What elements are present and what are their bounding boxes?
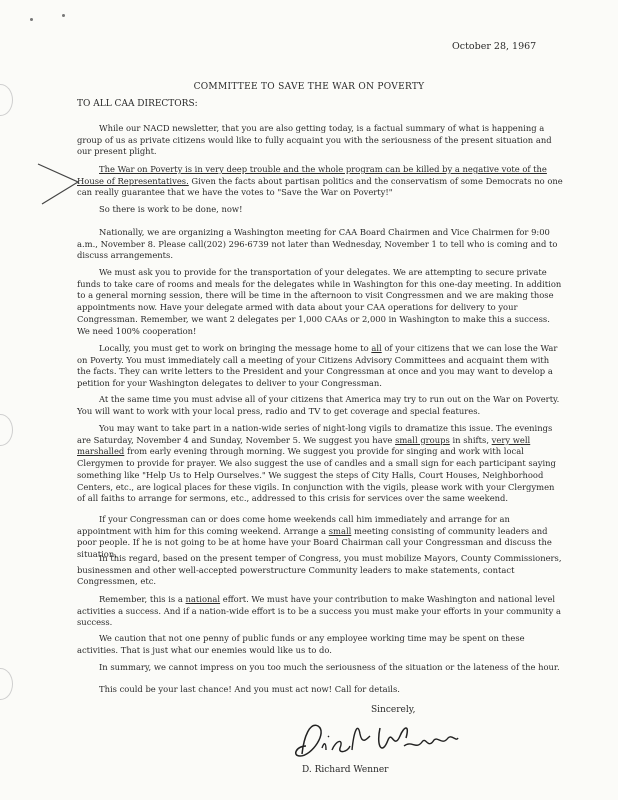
paragraph-text: We must ask you to provide for the transportation of your delegates. We are attempting to secure private funds to take care of rooms and meals for the delegates while in Washington for this one-day meeting. In addition to a general morning session, there will be time in the afternoon to visit Congressmen and we are making those appointments now. Have your delegate armed with data about your CAA operations for delivery to your Congressman. Remember, we want 2 delegates per 1,000 CAAs or 2,000 in Washington to make this a success. We need 100% cooperation!	[77, 267, 562, 336]
paragraph-text: of your citizens that we can lose the War on Poverty. You must immediately call a meeting of your Citizens Advisory Committees and acquaint them with the facts. They can write letters to the President and your Congressman at once and you may want to develop a petition for your Washington delegates to deliver to your Congressman.	[77, 343, 558, 389]
paragraph	[77, 343, 565, 390]
paragraph-text: This could be your last chance! And you must act now! Call for details.	[99, 684, 400, 694]
salutation: TO ALL CAA DIRECTORS:	[77, 99, 198, 109]
paragraph-text: While our NACD newsletter, that you are also getting today, is a factual summary of what is happening a group of us as private citizens would like to fully acquaint you with the seriousness of the present situation and our present plight.	[77, 123, 552, 157]
signatory-name: D. Richard Wenner	[302, 765, 389, 775]
underlined-text: national	[185, 594, 221, 604]
paragraph	[77, 227, 565, 262]
binder-hole	[0, 414, 13, 446]
binder-hole	[0, 668, 13, 700]
paragraph-text: Nationally, we are organizing a Washington meeting for CAA Board Chairmen and Vice Chairmen for 9:00 a.m., November 8. Please call(202) 296-6739 not later than Wednesday, November 1 to tell who is coming and to discuss arrangements.	[77, 227, 558, 261]
underlined-text: all	[371, 343, 382, 353]
paragraph	[77, 267, 565, 337]
paragraph	[77, 394, 565, 417]
underlined-text: The War on Poverty is in very deep trouble and the whole program can be killed by a negative vote of the House of Representatives.	[77, 164, 547, 186]
underlined-text: small groups	[395, 434, 450, 445]
paragraph-text: In summary, we cannot impress on you too much the seriousness of the situation or the lateness of the hour.	[99, 662, 560, 672]
paragraph	[77, 164, 565, 199]
paragraph-text: meeting consisting of community leaders and poor people. If he is not going to be at home have your Board Chairman call your Congressman and discuss the situation.	[77, 525, 552, 560]
paragraph	[77, 553, 565, 588]
underlined-text: very well marshalled	[77, 434, 531, 457]
paragraph-text: Given the facts about partisan politics and the conservatism of some Democrats no one can really guarantee that we have the votes to "Save the War on Poverty!"	[77, 175, 563, 198]
paragraph	[77, 594, 565, 629]
paragraph	[77, 423, 565, 505]
paragraph-text: We caution that not one penny of public funds or any employee working time may be spent on these activities. That is just what our enemies would like us to do.	[77, 633, 525, 655]
paper-speck	[62, 14, 65, 17]
paragraph-text: If your Congressman can or does come home weekends call him immediately and arrange for an appointment with him for this coming weekend. Arrange a	[77, 514, 510, 536]
paragraph-text: In this regard, based on the present temper of Congress, you must mobilize Mayors, County Commissioners, businessmen and other well-accepted powerstructure Community leaders to make statements, contact Congressmen, etc.	[77, 553, 562, 587]
paragraph-text: So there is work to be done, now!	[99, 204, 243, 214]
paragraph-text: from early evening through morning. We suggest you provide for singing and work with local Clergymen to provide for prayer. We also suggest the use of candles and a small sign for each participant saying something like "Help Us to Help Ourselves." We suggest the steps of City Halls, Court Houses, Neighborhood Centers, etc., are logical places for these vigils. In conjunction with the vigils, please work with your Clergymen of all faiths to arrange for sermons, etc., addressed to this crisis for services over the same weekend.	[77, 446, 556, 504]
paragraph-text: At the same time you must advise all of your citizens that America may try to run out on the War on Poverty. You will want to work with your local press, radio and TV to get coverage and special features.	[77, 394, 560, 416]
handwritten-signature	[292, 716, 462, 764]
letter-date: October 28, 1967	[452, 41, 537, 52]
paragraph	[77, 123, 565, 158]
paragraph-text: in shifts,	[452, 434, 489, 445]
paragraph	[77, 633, 565, 656]
paragraph	[77, 684, 565, 696]
underlined-text: small	[328, 525, 352, 536]
paragraph-text: Remember, this is a	[99, 594, 183, 604]
closing: Sincerely,	[371, 705, 416, 715]
paragraph-text: Locally, you must get to work on bringing the message home to	[99, 343, 369, 353]
paragraph-text: You may want to take part in a nation-wide series of night-long vigils to dramatize this issue. The evenings are Saturday, November 4 and Sunday, November 5. We suggest you have	[77, 423, 553, 445]
letter-title: COMMITTEE TO SAVE THE WAR ON POVERTY	[193, 82, 425, 92]
paragraph	[77, 662, 565, 674]
paragraph-text: effort. We must have your contribution to make Washington and national level activities a success. And if a nation-wide effort is to be a success you must make your efforts in your community a success.	[77, 594, 562, 628]
paragraph	[77, 204, 565, 216]
paper-speck	[30, 18, 33, 21]
